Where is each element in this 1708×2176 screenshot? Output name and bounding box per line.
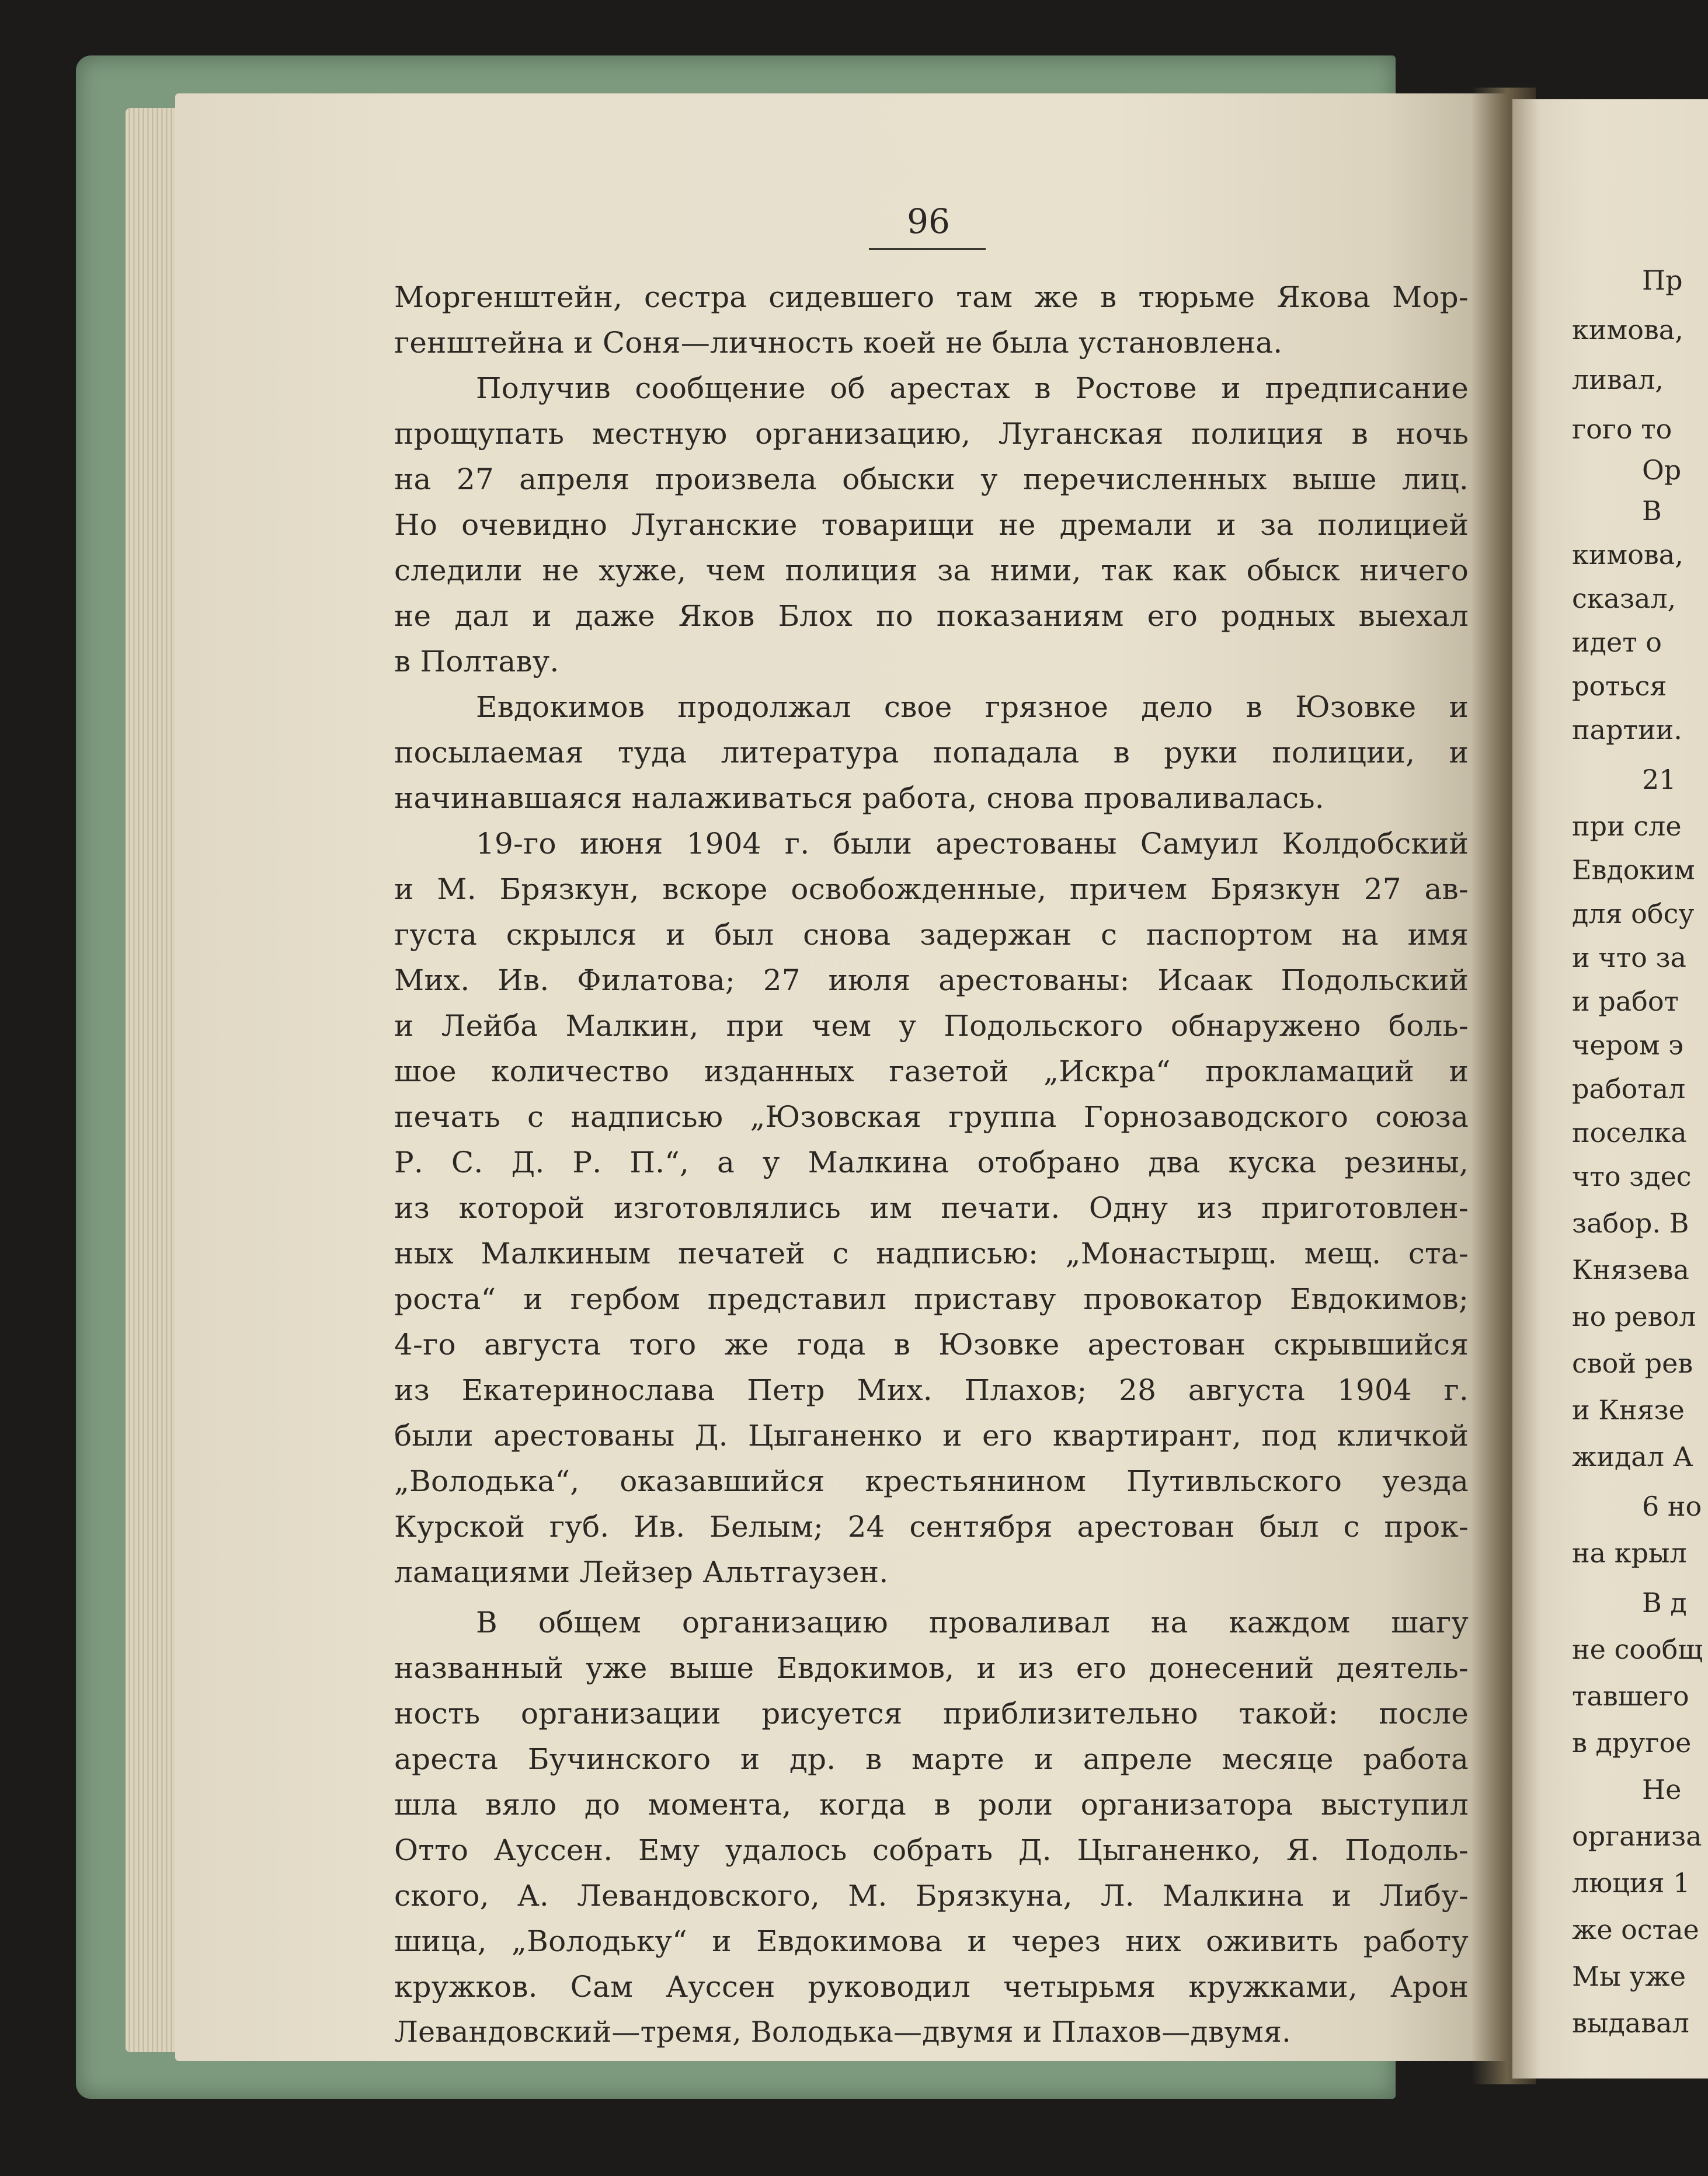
right-text-line: выдавал [1572,2007,1689,2039]
right-text-line: жидал А [1572,1441,1693,1472]
right-text-line: на крыл [1572,1537,1687,1569]
text-line: Мих. Ив. Филатова; 27 июля арестованы: Исаак Подольский [394,963,1469,997]
text-line: из которой изготовлялись им печати. Одну из приготовлен- [394,1191,1469,1225]
text-line: посылаемая туда литература попадала в руки полиции, и [394,736,1469,770]
right-text-line: люция 1 [1572,1867,1690,1899]
right-text-line: Не [1642,1774,1682,1805]
text-line: следили не хуже, чем полиция за ними, так как обыск ничего [394,553,1469,587]
text-line: ламациями Лейзер Альтгаузен. [394,1555,889,1589]
right-text-line: сказал, [1572,583,1676,614]
text-line: Курской губ. Ив. Белым; 24 сентября арестован был с прок- [394,1510,1469,1544]
right-text-line: роться [1572,670,1667,702]
text-line: на 27 апреля произвела обыски у перечисленных выше лиц. [394,462,1469,496]
text-line: Получив сообщение об арестах в Ростове и предписание [476,371,1469,405]
page-number-rule [869,248,986,250]
page-number: 96 [907,201,950,241]
text-line: шое количество изданных газетой „Искра“ прокламаций и [394,1054,1469,1088]
text-line: густа скрылся и был снова задержан с паспортом на имя [394,918,1469,952]
right-text-line: забор. В [1572,1207,1689,1239]
text-line: начинавшаяся налаживаться работа, снова проваливалась. [394,781,1324,815]
text-line: и Лейба Малкин, при чем у Подольского обнаружено боль- [394,1009,1469,1043]
right-text-line: тавшего [1572,1680,1689,1712]
text-line: шла вяло до момента, когда в роли организатора выступил [394,1788,1469,1822]
right-text-line: Евдоким [1572,854,1695,886]
right-text-line: свой рев [1572,1348,1693,1379]
text-line: 4-го августа того же года в Юзовке арестован скрывшийся [394,1328,1469,1362]
text-line: роста“ и гербом представил приставу провокатор Евдокимов; [394,1282,1469,1316]
right-text-line: же остае [1572,1914,1699,1945]
text-line: Р. С. Д. Р. П.“, а у Малкина отобрано два куска резины, [394,1146,1469,1179]
text-line: Евдокимов продолжал свое грязное дело в Юзовке и [476,690,1469,724]
right-text-line: и Князе [1572,1394,1685,1426]
right-text-line: Мы уже [1572,1961,1686,1992]
text-line: генштейна и Соня—личность коей не была установлена. [394,326,1283,360]
right-text-line: 6 но [1642,1491,1702,1522]
text-line: 19-го июня 1904 г. были арестованы Самуил Колдобский [476,827,1469,861]
text-line: были арестованы Д. Цыганенко и его квартирант, под кличкой [394,1419,1469,1453]
text-line: В общем организацию проваливал на каждом шагу [476,1606,1469,1639]
right-text-line: В д [1642,1587,1687,1618]
text-line: названный уже выше Евдокимов, и из его донесений деятель- [394,1651,1469,1685]
right-text-line: не сообщ [1572,1634,1703,1665]
right-text-line: работал [1572,1073,1686,1105]
text-line: печать с надписью „Юзовская группа Горнозаводского союза [394,1100,1469,1134]
right-text-line: Ор [1642,454,1682,486]
right-text-line: Князева [1572,1254,1689,1286]
text-line: в Полтаву. [394,645,559,678]
right-text-line: идет о [1572,626,1662,658]
text-line: Моргенштейн, сестра сидевшего там же в тюрьме Якова Мор- [394,280,1469,314]
right-text-line: и работ [1572,986,1679,1017]
right-text-line: ливал, [1572,364,1664,395]
text-line: ареста Бучинского и др. в марте и апреле месяце работа [394,1742,1469,1776]
right-text-line: поселка [1572,1117,1687,1148]
text-line: кружков. Сам Ауссен руководил четырьмя кружками, Арон [394,1970,1469,2004]
text-line: Отто Ауссен. Ему удалось собрать Д. Цыганенко, Я. Подоль- [394,1833,1469,1867]
right-text-line: организа [1572,1820,1702,1852]
right-text-line: кимова, [1572,539,1683,570]
text-line: шица, „Володьку“ и Евдокимова и через них оживить работу [394,1924,1469,1958]
right-text-line: В [1642,495,1662,527]
text-line: „Володька“, оказавшийся крестьянином Путивльского уезда [394,1464,1469,1498]
text-line: из Екатеринослава Петр Мих. Плахов; 28 августа 1904 г. [394,1373,1469,1407]
right-text-line: для обсу [1572,898,1695,929]
text-line: и М. Брязкун, вскоре освобожденные, причем Брязкун 27 ав- [394,872,1469,906]
text-line: ского, А. Левандовского, М. Брязкуна, Л. Малкина и Либу- [394,1879,1469,1913]
right-text-line: в другое [1572,1727,1692,1759]
text-line: ность организации рисуется приблизительно такой: после [394,1697,1469,1731]
right-text-line: при сле [1572,810,1682,842]
text-line: Но очевидно Луганские товарищи не дремали и за полицией [394,508,1469,542]
right-text-line: партии. [1572,714,1682,746]
right-text-line: что здес [1572,1161,1692,1192]
right-text-line: но револ [1572,1301,1696,1332]
right-text-line: гого то [1572,413,1672,445]
right-text-line: 21 [1642,764,1676,795]
right-text-line: чером э [1572,1029,1683,1061]
right-text-line: Пр [1642,264,1683,296]
right-text-line: кимова, [1572,314,1683,346]
text-line: Левандовский—тремя, Володька—двумя и Плахов—двумя. [394,2015,1291,2049]
text-line: ных Малкиным печатей с надписью: „Монастырщ. мещ. ста- [394,1237,1469,1270]
right-text-line: и что за [1572,942,1686,973]
text-line: прощупать местную организацию, Луганская полиция в ночь [394,417,1469,451]
text-line: не дал и даже Яков Блох по показаниям его родных выехал [394,599,1469,633]
